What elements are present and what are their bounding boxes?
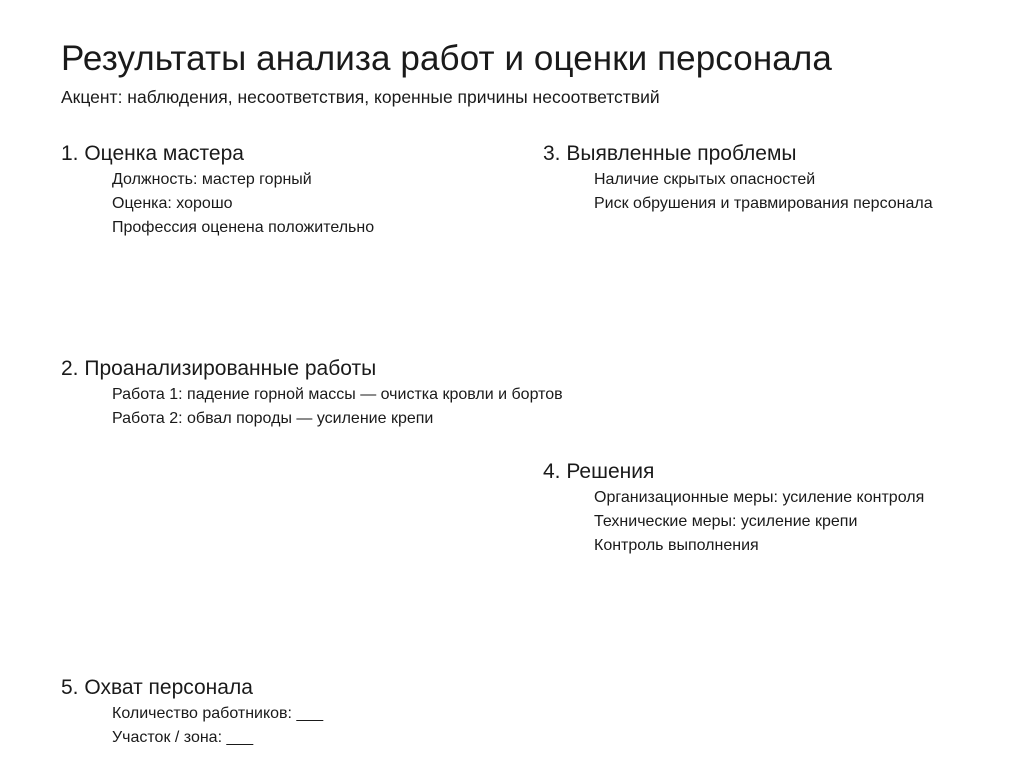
- section-analyzed-works: [61, 355, 563, 431]
- list-item: Риск обрушения и травмирования персонала: [594, 195, 933, 212]
- section-master-assessment: [61, 140, 374, 240]
- section-identified-problems: [543, 140, 933, 216]
- list-item: Работа 1: падение горной массы — очистка кровли и бортов: [112, 386, 563, 403]
- section-heading: 1. Оценка мастера: [61, 142, 244, 165]
- section-heading: 4. Решения: [543, 460, 655, 483]
- list-item: Количество работников: ___: [112, 705, 324, 722]
- slide-subtitle: Акцент: наблюдения, несоответствия, коренные причины несоответствий: [61, 87, 660, 107]
- list-item: Профессия оценена положительно: [112, 219, 375, 236]
- section-heading: 5. Охват персонала: [61, 676, 253, 699]
- list-item: Наличие скрытых опасностей: [594, 171, 816, 188]
- list-item: Работа 2: обвал породы — усиление крепи: [112, 410, 434, 427]
- list-item: Технические меры: усиление крепи: [594, 513, 858, 530]
- list-item: Должность: мастер горный: [112, 171, 312, 188]
- section-item-list: [543, 168, 933, 216]
- list-item: Контроль выполнения: [594, 537, 759, 554]
- section-personnel-coverage: [61, 674, 323, 750]
- section-item-list: [61, 168, 374, 240]
- list-item: Участок / зона: ___: [112, 729, 254, 746]
- list-item: Организационные меры: усиление контроля: [594, 489, 925, 506]
- slide-title: Результаты анализа работ и оценки персонала: [61, 39, 832, 78]
- section-item-list: [61, 702, 323, 750]
- section-solutions: [543, 458, 924, 558]
- list-item: Оценка: хорошо: [112, 195, 233, 212]
- section-item-list: [543, 486, 924, 558]
- section-heading: 2. Проанализированные работы: [61, 357, 377, 380]
- section-heading: 3. Выявленные проблемы: [543, 142, 797, 165]
- section-item-list: [61, 383, 563, 431]
